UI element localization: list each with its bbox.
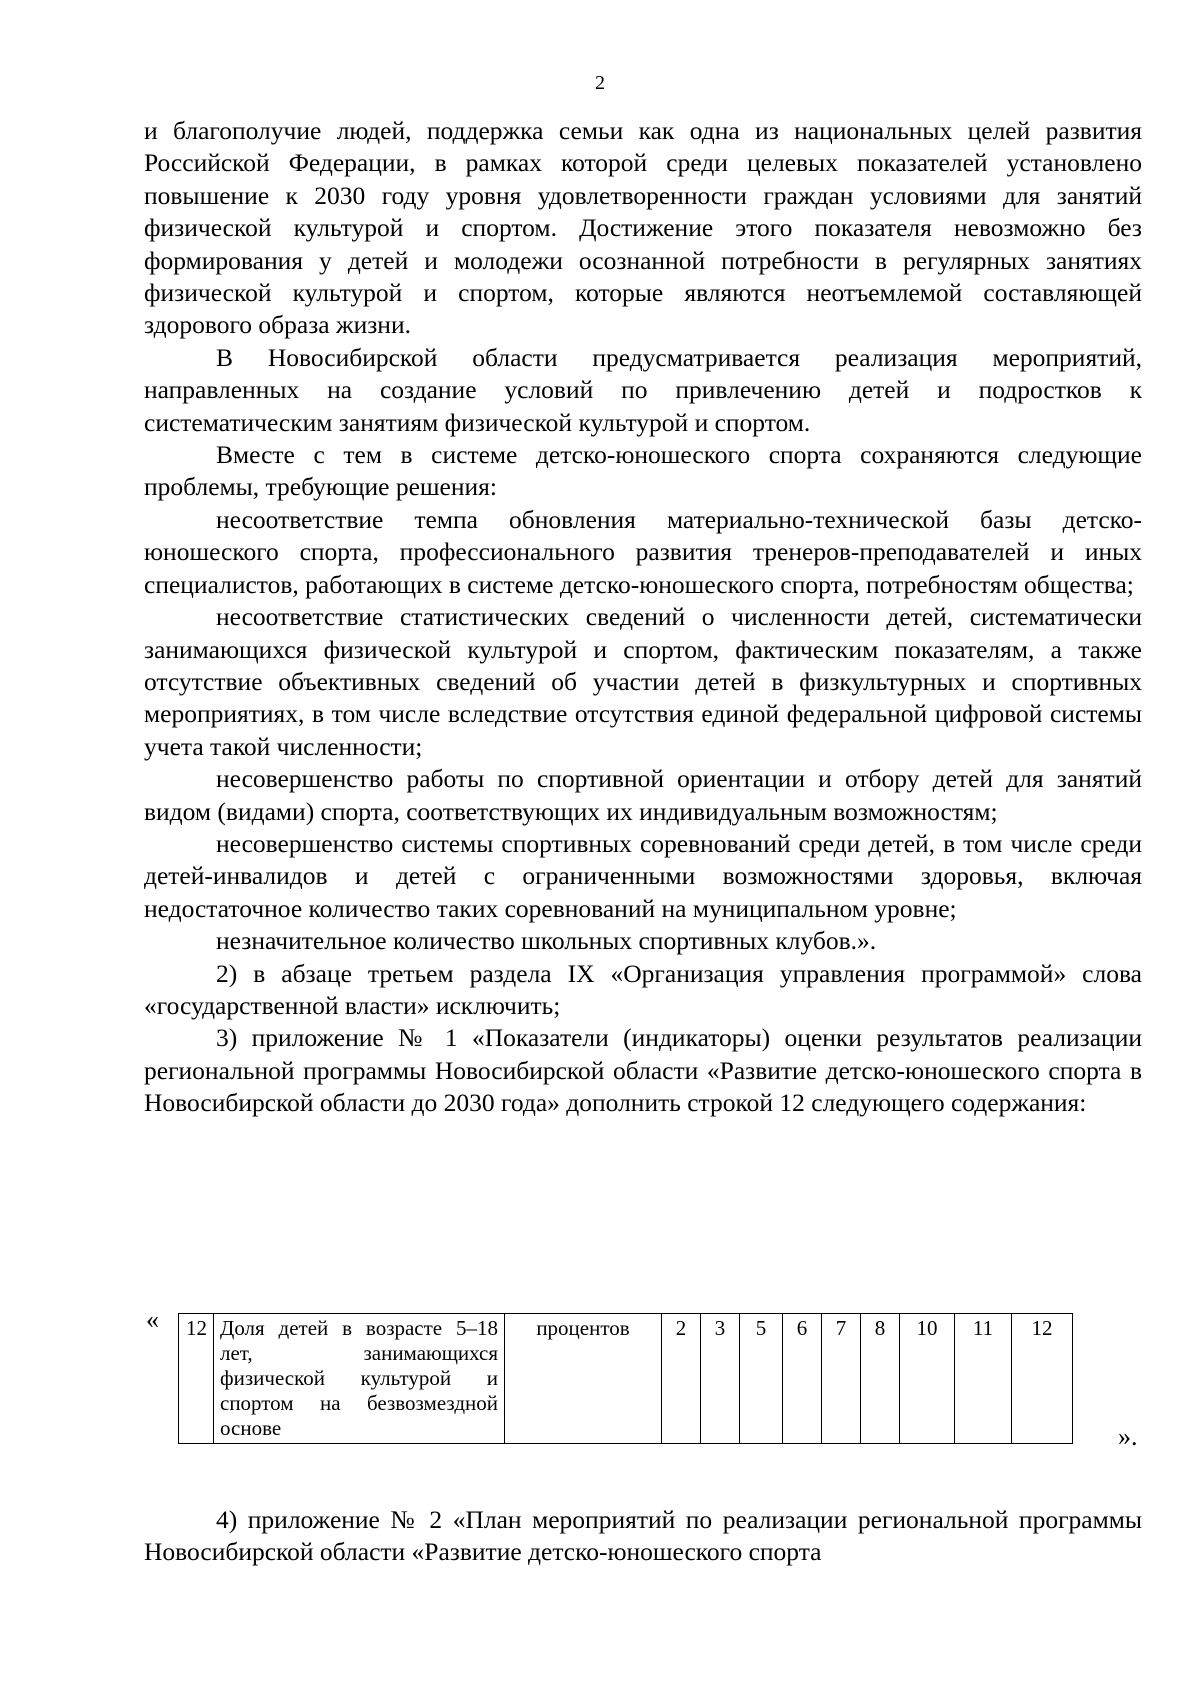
- table-open-quote: «: [146, 1305, 159, 1334]
- table-close-quote: ».: [1118, 1422, 1138, 1451]
- value-cell: 3: [701, 1314, 740, 1444]
- row-number: 12: [179, 1314, 214, 1444]
- value-cell: 10: [900, 1314, 955, 1444]
- paragraph-problems-lead: Вместе с тем в системе детско-юношеского спорта сохраняются следующие проблемы, требующие решения:: [144, 440, 1142, 502]
- value-cell: 5: [740, 1314, 783, 1444]
- indicator-table: [178, 1313, 1129, 1444]
- page-number: 2: [595, 72, 605, 94]
- value-cell: 12: [1012, 1314, 1073, 1444]
- value-cell: 2: [662, 1314, 701, 1444]
- indicator-name: Доля детей в возрасте 5–18 лет, занимающихся физической культурой и спортом на безвозмездной основе: [214, 1314, 505, 1444]
- document-body: [144, 115, 1142, 1120]
- value-cell: 8: [861, 1314, 900, 1444]
- paragraph-item-2: 2) в абзаце третьем раздела IX «Организация управления программой» слова «государственной власти» исключить;: [144, 958, 1142, 1020]
- value-cell: 6: [783, 1314, 822, 1444]
- paragraph-item-4: 4) приложение № 2 «План мероприятий по реализации региональной программы Новосибирской области «Развитие детско-юношеского спорта: [144, 1505, 1142, 1567]
- paragraph-problem-4: несовершенство системы спортивных соревнований среди детей, в том числе среди детей-инвалидов и детей с ограниченными возможностями здоровья, включая недостаточное количество таких соревнований на муниципальном уровне;: [144, 828, 1142, 923]
- paragraph-problem-3: несовершенство работы по спортивной ориентации и отбору детей для занятий видом (видами) спорта, соответствующих их индивидуальным возможностям;: [144, 764, 1142, 826]
- paragraph-intro: и благополучие людей, поддержка семьи как одна из национальных целей развития Российской Федерации, в рамках которой среди целевых показателей установлено повышение к 2030 году уровня удовлетворенности граждан условиями для занятий физической культурой и спортом. Достижение этого показателя невозможно без формирования у детей и молодежи осознанной потребности в регулярных занятиях физической культурой и спортом, которые являются неотъемлемой составляющей здорового образа жизни.: [144, 116, 1142, 340]
- value-cell: 7: [822, 1314, 861, 1444]
- paragraph-problem-5: незначительное количество школьных спортивных клубов.».: [216, 926, 877, 956]
- paragraph-problem-2: несоответствие статистических сведений о численности детей, систематически занимающихся физической культурой и спортом, фактическим показателям, а также отсутствие объективных сведений об участии детей в физкультурных и спортивных мероприятиях, в том числе вследствие отсутствия единой федеральной цифровой системы учета такой численности;: [144, 602, 1142, 761]
- paragraph-problem-1: несоответствие темпа обновления материально-технической базы детско-юношеского спорта, профессионального развития тренеров-преподавателей и иных специалистов, работающих в системе детско-юношеского спорта, потребностям общества;: [144, 504, 1142, 599]
- paragraph-item-3: 3) приложение № 1 «Показатели (индикаторы) оценки результатов реализации региональной программы Новосибирской области «Развитие детско-юношеского спорта в Новосибирской области до 2030 года» дополнить строкой 12 следующего содержания:: [144, 1023, 1142, 1118]
- value-cell: 11: [955, 1314, 1012, 1444]
- document-body-continued: [144, 1504, 1142, 1569]
- paragraph-novosibirsk: В Новосибирской области предусматривается реализация мероприятий, направленных на создание условий по привлечению детей и подростков к систематическим занятиям физической культурой и спортом.: [144, 342, 1142, 437]
- indicator-unit: процентов: [505, 1314, 662, 1444]
- table-row: [179, 1314, 1130, 1444]
